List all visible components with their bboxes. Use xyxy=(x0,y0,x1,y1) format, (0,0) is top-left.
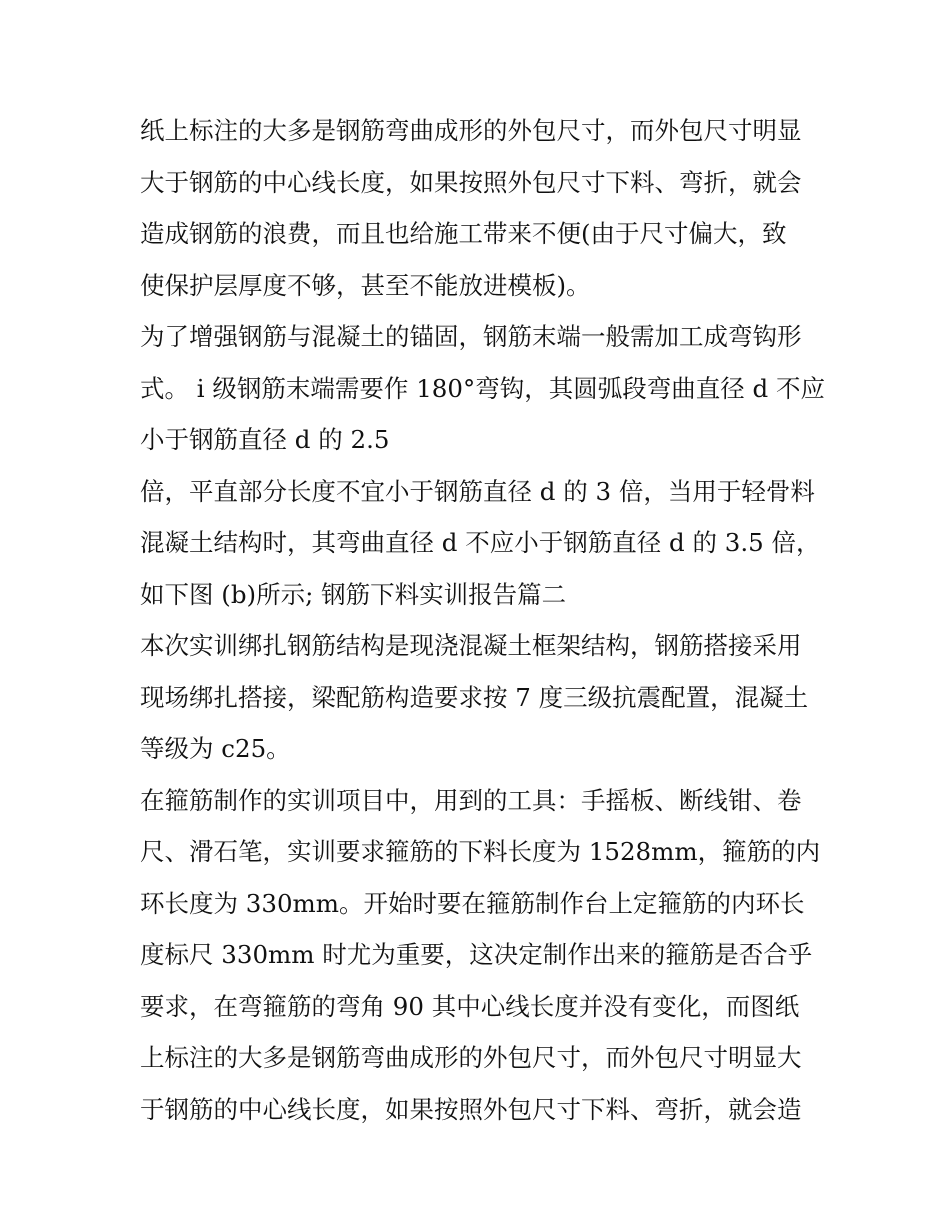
text-line: 本次实训绑扎钢筋结构是现浇混凝土框架结构，钢筋搭接采用 xyxy=(140,631,802,660)
text-line: 如下图 (b)所示; 钢筋下料实训报告篇二 xyxy=(140,579,567,609)
text-line: 使保护层厚度不够，甚至不能放进模板)。 xyxy=(140,270,591,300)
text-line: 尺、滑石笔，实训要求箍筋的下料长度为 1528mm，箍筋的内 xyxy=(140,837,821,866)
text-line: 等级为 c25。 xyxy=(140,734,291,763)
text-line: 在箍筋制作的实训项目中，用到的工具：手摇板、断线钳、卷 xyxy=(140,785,802,815)
text-line: 造成钢筋的浪费，而且也给施工带来不便(由于尺寸偏大，致 xyxy=(140,219,787,248)
text-line: 现场绑扎搭接，梁配筋构造要求按 7 度三级抗震配置，混凝土 xyxy=(140,682,809,712)
text-line: 上标注的大多是钢筋弯曲成形的外包尺寸，而外包尺寸明显大 xyxy=(140,1043,802,1072)
text-line: 于钢筋的中心线长度，如果按照外包尺寸下料、弯折，就会造 xyxy=(140,1094,802,1124)
text-line: 式。 i 级钢筋末端需要作 180°弯钩，其圆弧段弯曲直径 d 不应 xyxy=(140,373,825,403)
text-line: 混凝土结构时，其弯曲直径 d 不应小于钢筋直径 d 的 3.5 倍， xyxy=(140,528,821,557)
text-line: 小于钢筋直径 d 的 2.5 xyxy=(140,425,390,454)
text-line: 倍，平直部分长度不宜小于钢筋直径 d 的 3 倍，当用于轻骨料 xyxy=(140,476,815,506)
text-line: 为了增强钢筋与混凝土的锚固，钢筋末端一般需加工成弯钩形 xyxy=(140,322,802,351)
text-line: 纸上标注的大多是钢筋弯曲成形的外包尺寸，而外包尺寸明显 xyxy=(140,116,802,145)
document-body xyxy=(140,105,830,1135)
text-line: 大于钢筋的中心线长度，如果按照外包尺寸下料、弯折，就会 xyxy=(140,167,802,197)
text-line: 要求，在弯箍筋的弯角 90 其中心线长度并没有变化，而图纸 xyxy=(140,991,800,1021)
text-line: 环长度为 330mm。开始时要在箍筋制作台上定箍筋的内环长 xyxy=(140,888,805,918)
text-line: 度标尺 330mm 时尤为重要，这决定制作出来的箍筋是否合乎 xyxy=(140,940,813,969)
